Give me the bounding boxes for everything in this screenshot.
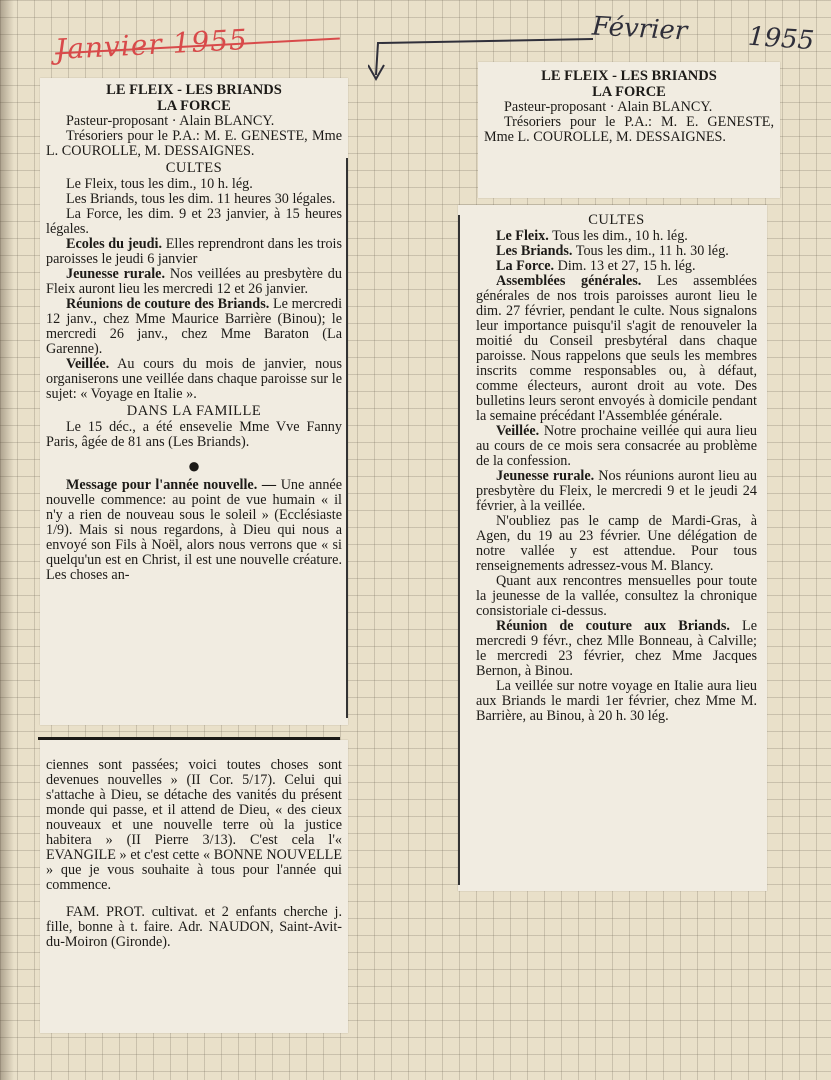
rencontres-paragraph: Quant aux rencontres mensuelles pour toute la jeunesse de la vallée, consultez la chronique consistoriale ci-dessus.	[476, 573, 757, 619]
assemblees-paragraph	[476, 274, 757, 424]
briands-paragraph	[476, 244, 757, 259]
assemblees-title: Assemblées générales.	[496, 273, 642, 289]
message-title: Message pour l'année nouvelle. —	[66, 477, 277, 493]
veillee-text: Notre prochaine veillée qui aura lieu au cours de ce mois sera consacrée au problème de la confession.	[476, 423, 757, 469]
force-line: La Force, les dim. 9 et 23 janvier, à 15 heures légales.	[46, 206, 342, 237]
classified-ad: FAM. PROT. cultivat. et 2 enfants cherche j. fille, bonne à t. faire. Adr. NAUDON, Saint-Avit-du-Moiron (Gironde).	[46, 904, 342, 950]
ecoles-text: Elles reprendront dans les trois paroisses le jeudi 6 janvier	[46, 236, 343, 267]
famille-text: Le 15 déc., a été ensevelie Mme Vve Fanny Paris, âgée de 81 ans (Les Briands).	[46, 419, 342, 450]
jeunesse-text: Nos réunions auront lieu au presbytère du Fleix, le mercredi 9 et le jeudi 24 février, à la veillée.	[476, 468, 757, 514]
february-body-clipping	[458, 205, 767, 891]
message-text: Une année nouvelle commence: au point de vue humain « il n'y a rien de nouveau sous le soleil » (Ecclésiaste 1/9). Mais si nous regardons, à Dieu qui nous a envoyé son Fils à Noël, alors nous verrons que « si quelqu'un est en Christ, il est une nouvelle créature. Les choses an-	[46, 477, 343, 583]
couture-title: Réunion de couture aux Briands.	[496, 618, 730, 634]
cultes-heading: CULTES	[588, 212, 645, 228]
handwritten-february-year: 1955	[747, 21, 816, 57]
couture-text: Le mercredi 12 janv., chez Mme Maurice Barrière (Binou); le mercredi 26 janv., chez Mme Baraton (La Garenne).	[46, 296, 343, 357]
couture-paragraph	[476, 619, 757, 679]
jeunesse-paragraph	[476, 469, 757, 514]
column-rule	[346, 158, 348, 718]
header-line1: LE FLEIX - LES BRIANDS	[541, 68, 717, 84]
force-text: Dim. 13 et 27, 15 h. lég.	[557, 258, 696, 274]
bullet-dot-icon: ●	[187, 453, 201, 478]
handwritten-january-date: Janvier 1955	[54, 22, 249, 67]
jeunesse-title: Jeunesse rurale.	[66, 266, 165, 282]
famille-heading: DANS LA FAMILLE	[126, 403, 262, 419]
jeunesse-title: Jeunesse rurale.	[496, 468, 595, 484]
fleix-text: Tous les dim., 10 h. lég.	[552, 228, 688, 244]
ecoles-title: Ecoles du jeudi.	[66, 236, 163, 252]
header-line2: LA FORCE	[592, 84, 666, 100]
jeunesse-paragraph	[46, 267, 342, 297]
binding-shadow	[0, 0, 14, 1080]
february-header-clipping	[478, 62, 780, 198]
voyage-paragraph: La veillée sur notre voyage en Italie aura lieu aux Briands le mardi 1er février, chez Mme M. Barrière, au Binou, à 20 h. 30 lég.	[476, 678, 757, 724]
pastor-line: Pasteur-proposant · Alain BLANCY.	[66, 113, 275, 129]
header-line1: LE FLEIX - LES BRIANDS	[106, 82, 282, 98]
ecoles-paragraph	[46, 237, 342, 267]
fleix-title: Le Fleix.	[496, 228, 549, 244]
couture-title: Réunions de couture des Briands.	[66, 296, 270, 312]
message-paragraph	[46, 478, 342, 583]
fleix-line: Le Fleix, tous les dim., 10 h. lég.	[66, 176, 253, 192]
veillee-paragraph	[46, 357, 342, 402]
briands-title: Les Briands.	[496, 243, 573, 259]
header-line2: LA FORCE	[157, 98, 231, 114]
column-rule	[458, 215, 460, 885]
force-paragraph	[476, 259, 757, 274]
veillee-text: Au cours du mois de janvier, nous organiserons une veillée dans chaque paroisse sur le sujet: « Voyage en Italie ».	[46, 356, 342, 402]
force-title: La Force.	[496, 258, 555, 274]
camp-paragraph: N'oubliez pas le camp de Mardi-Gras, à Agen, du 19 au 23 février. Une délégation de notre vallée y est attendue. Pour tous renseignements adressez-vous M. Blancy.	[476, 513, 757, 574]
fleix-paragraph	[476, 229, 757, 244]
january-clipping	[40, 78, 348, 725]
treasurers-line: Trésoriers pour le P.A.: M. E. GENESTE, Mme L. COUROLLE, M. DESSAIGNES.	[484, 114, 774, 145]
handwritten-february-label: Février	[591, 11, 688, 47]
veillee-paragraph	[476, 424, 757, 469]
couture-paragraph	[46, 297, 342, 357]
cultes-heading: CULTES	[165, 160, 223, 176]
veillee-title: Veillée.	[496, 423, 540, 439]
briands-line: Les Briands, tous les dim. 11 heures 30 légales.	[66, 191, 336, 207]
assemblees-text: Les assemblées générales de nos trois paroisses auront lieu le dim. 27 février, pendant le culte. Nous signalons leur importance puisqu'il s'agit de renouveler la moitié du Conseil presbytéral dans chaque paroisse. Nous rappelons que seuls les membres inscrits comme responsables ou, à défaut, comme électeurs, auront droit au vote. Des bulletins leurs seront envoyés à domicile pendant la semaine précédant l'Assemblée générale.	[476, 273, 757, 424]
jeunesse-text: Nos veillées au presbytère du Fleix auront lieu les mercredi 12 et 26 janvier.	[46, 266, 342, 297]
pastor-line: Pasteur-proposant · Alain BLANCY.	[504, 99, 713, 115]
briands-text: Tous les dim., 11 h. 30 lég.	[575, 243, 729, 259]
message-continuation: ciennes sont passées; voici toutes choses sont devenues nouvelles » (II Cor. 5/17). Celui qui s'attache à Dieu, se détache des vanités du présent monde qui passe, et il attend de Dieu, « des cieux nouveaux et une nouvelle terre où la justice habitera » (II Pierre 3/13). C'est cela l'« EVANGILE » et c'est cette « BONNE NOUVELLE » que je vous souhaite à tous pour l'année qui commence.	[46, 757, 342, 893]
treasurers-line: Trésoriers pour le P.A.: M. E. GENESTE, Mme L. COUROLLE, M. DESSAIGNES.	[46, 128, 342, 159]
veillee-title: Veillée.	[66, 356, 110, 372]
january-continuation-clipping	[40, 740, 348, 1033]
couture-text: Le mercredi 9 févr., chez Mlle Bonneau, à Calville; le mercredi 23 février, chez Mme Jacques Bernon, à Binou.	[476, 618, 757, 679]
